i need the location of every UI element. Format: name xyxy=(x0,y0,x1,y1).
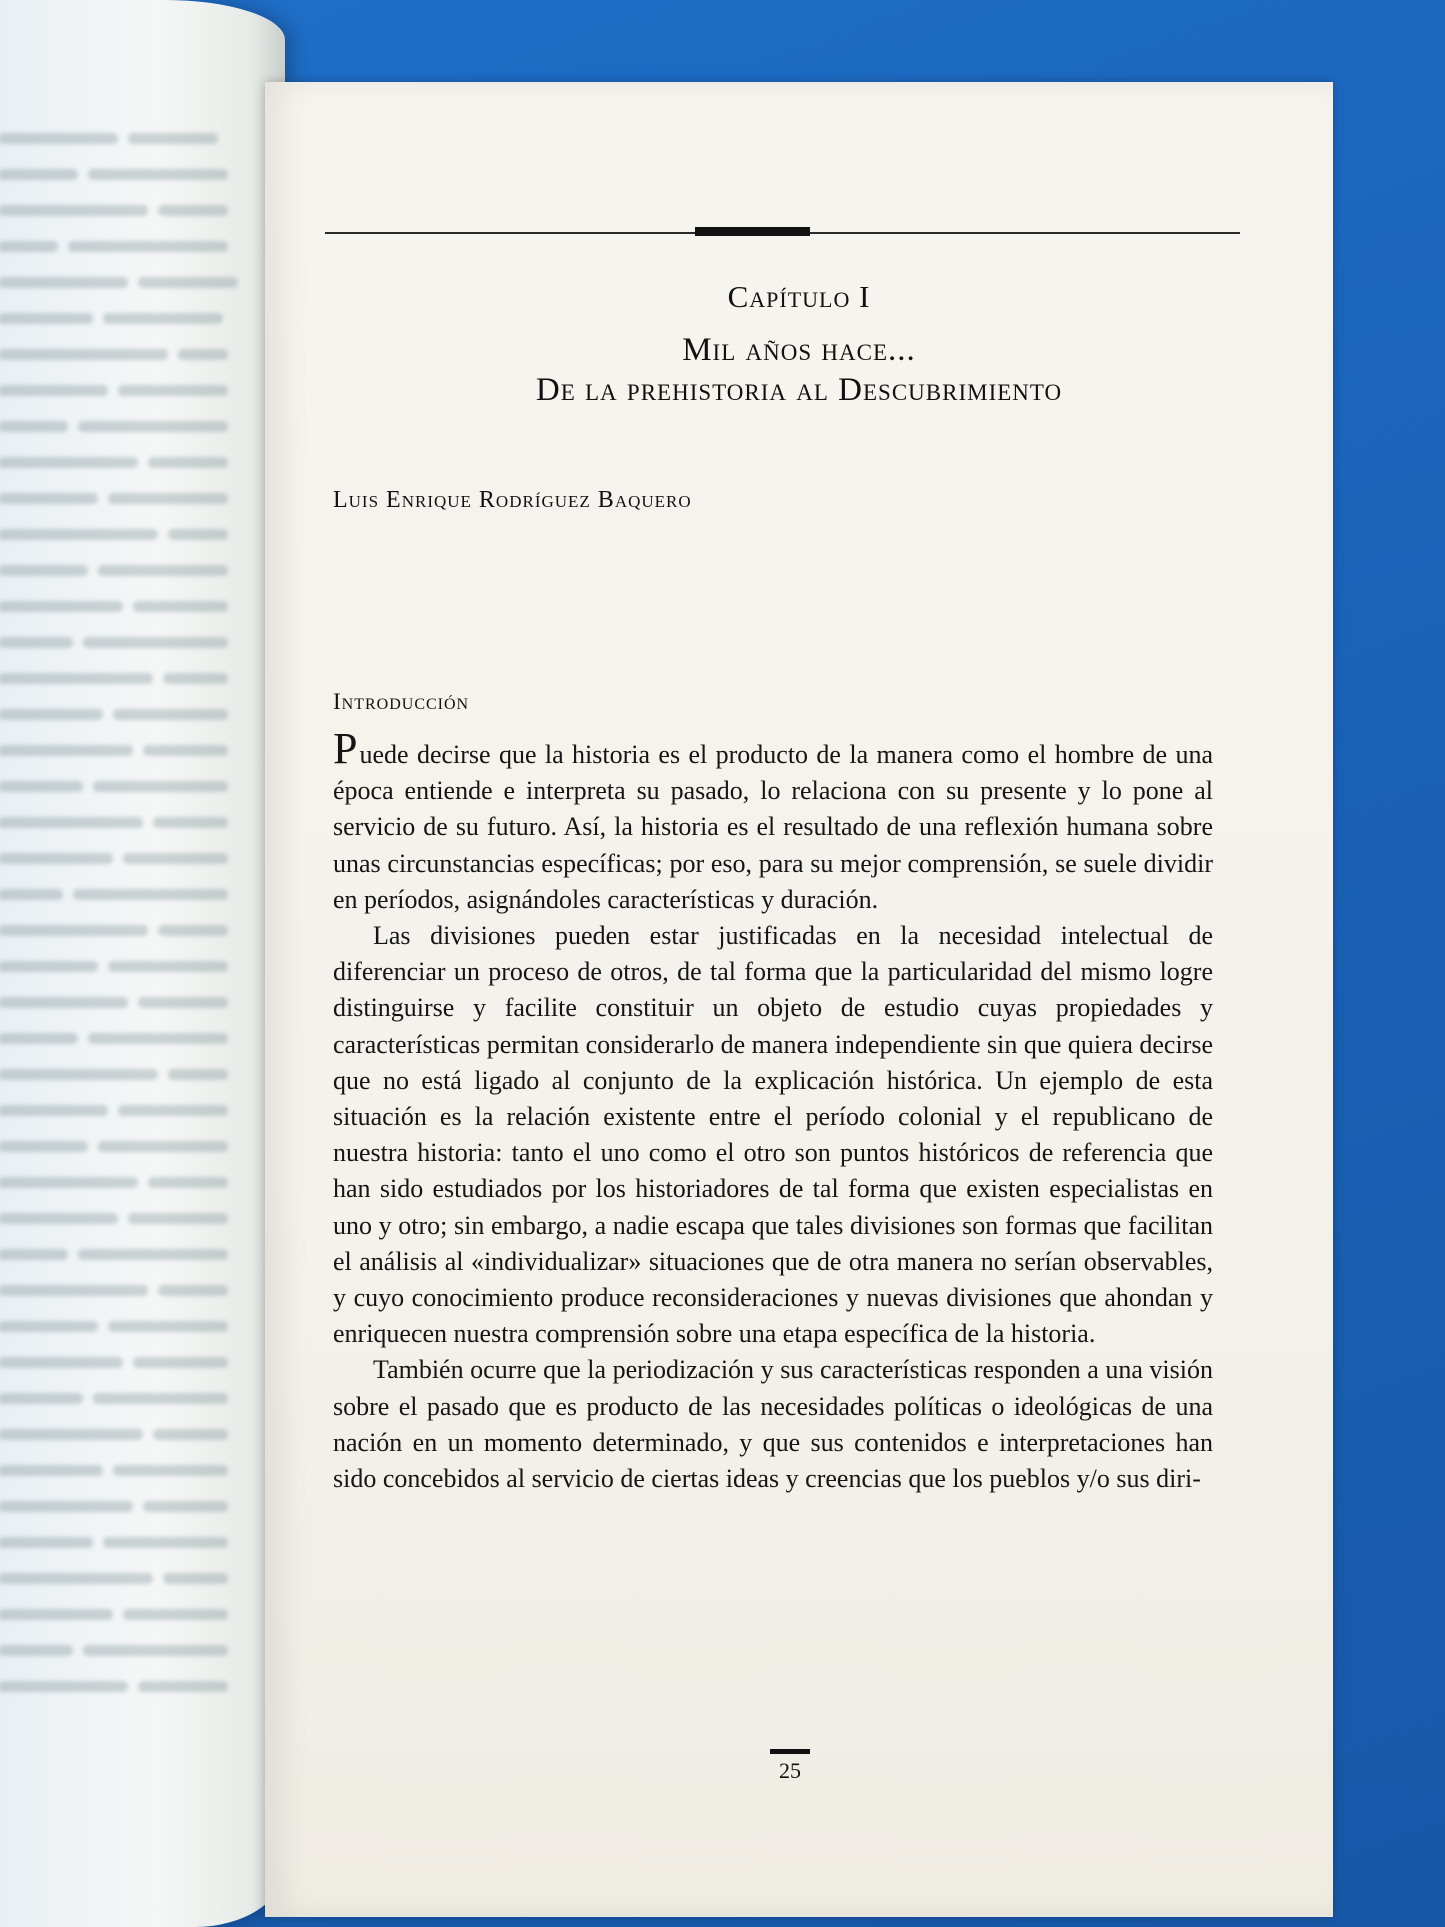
chapter-title-line-2: De la prehistoria al Descubrimiento xyxy=(535,372,1063,408)
header-rule-mark xyxy=(695,227,810,236)
page-number: 25 xyxy=(779,1758,801,1783)
paragraph-3: También ocurre que la periodización y sus características responden a una visión sobre el pasado que es producto de las necesidades políticas o ideológicas de una nación en un momento determinado, y que sus contenidos e interpretaciones han sido concebidos al servicio de ciertas ideas y creencias que los pueblos y/o sus diri- xyxy=(333,1355,1213,1494)
left-page-blurred-text xyxy=(0,120,260,1704)
chapter-title-line-1: Mil años hace... xyxy=(682,332,916,368)
paragraph-2: Las divisiones pueden estar justificadas en la necesidad intelectual de diferenciar un proceso de otros, de tal forma que la particularidad del mismo logre distinguirse y facilite constituir un objeto de estudio cuyas propiedades y características permitan considerarlo de manera independiente sin que quiera decirse que no está ligado al conjunto de la explicación histórica. Un ejemplo de esta situación es la relación existente entre el período colonial y el republicano de nuestra historia: tanto el uno como el otro son puntos históricos de referencia que han sido estudiados por los historiadores de tal forma que existen especialistas en uno y otro; sin embargo, a nadie escapa que tales divisiones son formas que facilitan el análisis al «individualizar» situaciones que de otra manera no serían observables, y cuyo conocimiento produce reconsideraciones y nuevas divisiones que ahondan y enriquecen nuestra comprensión sobre una etapa específica de la historia. xyxy=(333,921,1213,1349)
paragraph-1-text: uede decirse que la historia es el producto de la manera como el hombre de una época entiende e interpreta su pasado, lo relaciona con su presente y lo pone al servicio de su futuro. Así, la historia es el resultado de una reflexión humana sobre unas circunstancias específicas; por eso, para su mejor comprensión, se suele dividir en períodos, asignándoles características y duración. xyxy=(333,740,1213,914)
footer-rule-mark xyxy=(770,1749,810,1754)
book-page xyxy=(265,82,1333,1917)
body-text xyxy=(333,724,1213,1497)
chapter-label: Capítulo I xyxy=(727,279,871,314)
left-facing-page xyxy=(0,0,285,1927)
section-heading: Introducción xyxy=(333,689,470,714)
author-name: Luis Enrique Rodríguez Baquero xyxy=(333,487,692,513)
paragraph-1 xyxy=(333,724,1213,918)
drop-cap: P xyxy=(333,724,358,773)
